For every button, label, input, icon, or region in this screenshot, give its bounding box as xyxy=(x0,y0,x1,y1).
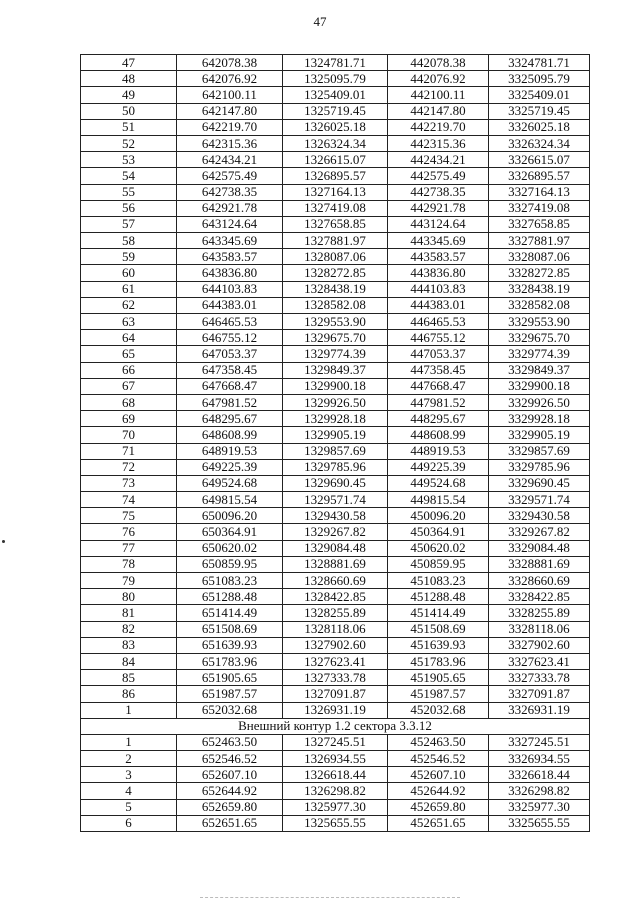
coordinates-table xyxy=(80,54,590,832)
table-row xyxy=(81,573,590,589)
point-number-cell: 82 xyxy=(81,621,177,637)
point-number-cell: 73 xyxy=(81,475,177,491)
x1-cell: 642315.36 xyxy=(177,135,283,151)
table-row xyxy=(81,119,590,135)
y1-cell: 1329905.19 xyxy=(283,427,388,443)
section-row xyxy=(81,815,590,831)
point-number-cell: 52 xyxy=(81,135,177,151)
table-row xyxy=(81,686,590,702)
x2-cell: 451414.49 xyxy=(388,605,489,621)
y2-cell: 3329553.90 xyxy=(489,314,590,330)
point-number-cell: 65 xyxy=(81,346,177,362)
table-row xyxy=(81,249,590,265)
x2-cell: 450096.20 xyxy=(388,508,489,524)
y2-cell: 3325095.79 xyxy=(489,71,590,87)
table-row xyxy=(81,589,590,605)
page-number: 47 xyxy=(313,14,327,29)
y2-cell: 3326324.34 xyxy=(489,135,590,151)
x1-cell: 649225.39 xyxy=(177,459,283,475)
x1-cell: 650096.20 xyxy=(177,508,283,524)
point-number-cell: 70 xyxy=(81,427,177,443)
y1-cell: 1327419.08 xyxy=(283,200,388,216)
point-number-cell: 84 xyxy=(81,653,177,669)
x2-cell: 452607.10 xyxy=(388,767,489,783)
x2-cell: 447053.37 xyxy=(388,346,489,362)
table-row xyxy=(81,394,590,410)
y1-cell: 1329267.82 xyxy=(283,524,388,540)
y2-cell: 3328255.89 xyxy=(489,605,590,621)
point-number-cell: 47 xyxy=(81,55,177,71)
point-number-cell: 83 xyxy=(81,637,177,653)
table-row xyxy=(81,265,590,281)
x2-cell: 442078.38 xyxy=(388,55,489,71)
x1-cell: 646465.53 xyxy=(177,314,283,330)
x1-cell: 651987.57 xyxy=(177,686,283,702)
y1-cell: 1327881.97 xyxy=(283,233,388,249)
x2-cell: 442219.70 xyxy=(388,119,489,135)
x2-cell: 448295.67 xyxy=(388,411,489,427)
y1-cell: 1326895.57 xyxy=(283,168,388,184)
y2-cell: 3326618.44 xyxy=(489,767,590,783)
point-number-cell: 61 xyxy=(81,281,177,297)
y1-cell: 1328255.89 xyxy=(283,605,388,621)
table-row xyxy=(81,135,590,151)
x1-cell: 652463.50 xyxy=(177,734,283,750)
table-row xyxy=(81,378,590,394)
section-header-row xyxy=(81,718,590,734)
y2-cell: 3328118.06 xyxy=(489,621,590,637)
y1-cell: 1324781.71 xyxy=(283,55,388,71)
table-row xyxy=(81,443,590,459)
x2-cell: 442315.36 xyxy=(388,135,489,151)
x1-cell: 650859.95 xyxy=(177,556,283,572)
x2-cell: 443345.69 xyxy=(388,233,489,249)
y1-cell: 1326025.18 xyxy=(283,119,388,135)
y2-cell: 3326615.07 xyxy=(489,152,590,168)
x2-cell: 449524.68 xyxy=(388,475,489,491)
x2-cell: 451905.65 xyxy=(388,670,489,686)
y1-cell: 1327245.51 xyxy=(283,734,388,750)
y2-cell: 3328881.69 xyxy=(489,556,590,572)
y1-cell: 1329928.18 xyxy=(283,411,388,427)
table-row xyxy=(81,168,590,184)
y2-cell: 3327333.78 xyxy=(489,670,590,686)
point-number-cell: 57 xyxy=(81,216,177,232)
point-number-cell: 72 xyxy=(81,459,177,475)
point-number-cell: 79 xyxy=(81,573,177,589)
point-number-cell: 4 xyxy=(81,783,177,799)
point-number-cell: 75 xyxy=(81,508,177,524)
y2-cell: 3329267.82 xyxy=(489,524,590,540)
table-row xyxy=(81,314,590,330)
y2-cell: 3328422.85 xyxy=(489,589,590,605)
table-row xyxy=(81,297,590,313)
table-row xyxy=(81,200,590,216)
point-number-cell: 58 xyxy=(81,233,177,249)
y1-cell: 1325655.55 xyxy=(283,815,388,831)
y1-cell: 1328881.69 xyxy=(283,556,388,572)
y2-cell: 3326934.55 xyxy=(489,751,590,767)
y2-cell: 3328582.08 xyxy=(489,297,590,313)
x2-cell: 449815.54 xyxy=(388,492,489,508)
table-row xyxy=(81,184,590,200)
y1-cell: 1328582.08 xyxy=(283,297,388,313)
x1-cell: 652659.80 xyxy=(177,799,283,815)
x2-cell: 446755.12 xyxy=(388,330,489,346)
x1-cell: 651508.69 xyxy=(177,621,283,637)
y2-cell: 3329774.39 xyxy=(489,346,590,362)
x2-cell: 451783.96 xyxy=(388,653,489,669)
y2-cell: 3329675.70 xyxy=(489,330,590,346)
x1-cell: 648608.99 xyxy=(177,427,283,443)
table-row xyxy=(81,459,590,475)
table-row xyxy=(81,330,590,346)
point-number-cell: 76 xyxy=(81,524,177,540)
x1-cell: 644383.01 xyxy=(177,297,283,313)
x2-cell: 448919.53 xyxy=(388,443,489,459)
y2-cell: 3328438.19 xyxy=(489,281,590,297)
section-title: Внешний контур 1.2 сектора 3.3.12 xyxy=(81,718,590,734)
table-row xyxy=(81,346,590,362)
x2-cell: 452463.50 xyxy=(388,734,489,750)
section-row xyxy=(81,783,590,799)
x2-cell: 452659.80 xyxy=(388,799,489,815)
x2-cell: 451508.69 xyxy=(388,621,489,637)
y1-cell: 1329785.96 xyxy=(283,459,388,475)
point-number-cell: 50 xyxy=(81,103,177,119)
section-row xyxy=(81,799,590,815)
x2-cell: 451987.57 xyxy=(388,686,489,702)
y2-cell: 3327091.87 xyxy=(489,686,590,702)
x1-cell: 642147.80 xyxy=(177,103,283,119)
section-row xyxy=(81,767,590,783)
point-number-cell: 48 xyxy=(81,71,177,87)
y1-cell: 1329857.69 xyxy=(283,443,388,459)
y1-cell: 1328660.69 xyxy=(283,573,388,589)
x2-cell: 442100.11 xyxy=(388,87,489,103)
x1-cell: 642921.78 xyxy=(177,200,283,216)
table-row xyxy=(81,71,590,87)
y2-cell: 3329084.48 xyxy=(489,540,590,556)
x1-cell: 652607.10 xyxy=(177,767,283,783)
point-number-cell: 71 xyxy=(81,443,177,459)
y2-cell: 3329690.45 xyxy=(489,475,590,491)
x2-cell: 452651.65 xyxy=(388,815,489,831)
y1-cell: 1325977.30 xyxy=(283,799,388,815)
x2-cell: 452546.52 xyxy=(388,751,489,767)
y1-cell: 1326298.82 xyxy=(283,783,388,799)
x1-cell: 642078.38 xyxy=(177,55,283,71)
y2-cell: 3327881.97 xyxy=(489,233,590,249)
x1-cell: 642738.35 xyxy=(177,184,283,200)
y1-cell: 1329900.18 xyxy=(283,378,388,394)
y2-cell: 3326931.19 xyxy=(489,702,590,718)
y1-cell: 1328438.19 xyxy=(283,281,388,297)
x1-cell: 642219.70 xyxy=(177,119,283,135)
point-number-cell: 59 xyxy=(81,249,177,265)
x1-cell: 643583.57 xyxy=(177,249,283,265)
y2-cell: 3329849.37 xyxy=(489,362,590,378)
point-number-cell: 51 xyxy=(81,119,177,135)
x2-cell: 447668.47 xyxy=(388,378,489,394)
y1-cell: 1326618.44 xyxy=(283,767,388,783)
table-row xyxy=(81,540,590,556)
point-number-cell: 86 xyxy=(81,686,177,702)
point-number-cell: 69 xyxy=(81,411,177,427)
x1-cell: 652644.92 xyxy=(177,783,283,799)
x1-cell: 652651.65 xyxy=(177,815,283,831)
y2-cell: 3327245.51 xyxy=(489,734,590,750)
table-row xyxy=(81,621,590,637)
point-number-cell: 74 xyxy=(81,492,177,508)
table-row xyxy=(81,637,590,653)
point-number-cell: 66 xyxy=(81,362,177,378)
table-row xyxy=(81,87,590,103)
x1-cell: 643124.64 xyxy=(177,216,283,232)
table-row xyxy=(81,216,590,232)
table-row xyxy=(81,670,590,686)
x1-cell: 652546.52 xyxy=(177,751,283,767)
y2-cell: 3325655.55 xyxy=(489,815,590,831)
y2-cell: 3327164.13 xyxy=(489,184,590,200)
x1-cell: 647053.37 xyxy=(177,346,283,362)
y2-cell: 3326895.57 xyxy=(489,168,590,184)
x1-cell: 647981.52 xyxy=(177,394,283,410)
y2-cell: 3329857.69 xyxy=(489,443,590,459)
point-number-cell: 67 xyxy=(81,378,177,394)
table-row xyxy=(81,556,590,572)
point-number-cell: 2 xyxy=(81,751,177,767)
table-row xyxy=(81,492,590,508)
x2-cell: 451639.93 xyxy=(388,637,489,653)
y1-cell: 1325719.45 xyxy=(283,103,388,119)
y1-cell: 1327902.60 xyxy=(283,637,388,653)
x2-cell: 449225.39 xyxy=(388,459,489,475)
x2-cell: 451288.48 xyxy=(388,589,489,605)
y2-cell: 3328660.69 xyxy=(489,573,590,589)
point-number-cell: 77 xyxy=(81,540,177,556)
y1-cell: 1329774.39 xyxy=(283,346,388,362)
y2-cell: 3327902.60 xyxy=(489,637,590,653)
x1-cell: 651639.93 xyxy=(177,637,283,653)
y1-cell: 1326615.07 xyxy=(283,152,388,168)
table-row xyxy=(81,702,590,718)
x1-cell: 648919.53 xyxy=(177,443,283,459)
y2-cell: 3327658.85 xyxy=(489,216,590,232)
table-row xyxy=(81,152,590,168)
y1-cell: 1327333.78 xyxy=(283,670,388,686)
x2-cell: 447981.52 xyxy=(388,394,489,410)
table-row xyxy=(81,427,590,443)
y2-cell: 3329926.50 xyxy=(489,394,590,410)
y2-cell: 3326025.18 xyxy=(489,119,590,135)
table-row xyxy=(81,508,590,524)
y1-cell: 1329675.70 xyxy=(283,330,388,346)
x2-cell: 448608.99 xyxy=(388,427,489,443)
x1-cell: 642100.11 xyxy=(177,87,283,103)
x2-cell: 442738.35 xyxy=(388,184,489,200)
y1-cell: 1325409.01 xyxy=(283,87,388,103)
table-row xyxy=(81,524,590,540)
x1-cell: 642076.92 xyxy=(177,71,283,87)
x1-cell: 650620.02 xyxy=(177,540,283,556)
y1-cell: 1328422.85 xyxy=(283,589,388,605)
y2-cell: 3325977.30 xyxy=(489,799,590,815)
margin-mark xyxy=(2,540,5,543)
table-row xyxy=(81,281,590,297)
y1-cell: 1329690.45 xyxy=(283,475,388,491)
y1-cell: 1327623.41 xyxy=(283,653,388,669)
x1-cell: 651414.49 xyxy=(177,605,283,621)
x1-cell: 649815.54 xyxy=(177,492,283,508)
y2-cell: 3325409.01 xyxy=(489,87,590,103)
y2-cell: 3329571.74 xyxy=(489,492,590,508)
point-number-cell: 53 xyxy=(81,152,177,168)
y1-cell: 1326324.34 xyxy=(283,135,388,151)
x2-cell: 444103.83 xyxy=(388,281,489,297)
x2-cell: 447358.45 xyxy=(388,362,489,378)
y2-cell: 3327419.08 xyxy=(489,200,590,216)
y1-cell: 1327658.85 xyxy=(283,216,388,232)
point-number-cell: 85 xyxy=(81,670,177,686)
point-number-cell: 68 xyxy=(81,394,177,410)
y1-cell: 1329926.50 xyxy=(283,394,388,410)
point-number-cell: 78 xyxy=(81,556,177,572)
table-row xyxy=(81,55,590,71)
point-number-cell: 5 xyxy=(81,799,177,815)
point-number-cell: 1 xyxy=(81,734,177,750)
y2-cell: 3324781.71 xyxy=(489,55,590,71)
x2-cell: 442921.78 xyxy=(388,200,489,216)
point-number-cell: 81 xyxy=(81,605,177,621)
y1-cell: 1328272.85 xyxy=(283,265,388,281)
x2-cell: 442434.21 xyxy=(388,152,489,168)
section-row xyxy=(81,751,590,767)
x2-cell: 452644.92 xyxy=(388,783,489,799)
x1-cell: 647358.45 xyxy=(177,362,283,378)
x1-cell: 648295.67 xyxy=(177,411,283,427)
section-row xyxy=(81,734,590,750)
x2-cell: 452032.68 xyxy=(388,702,489,718)
x2-cell: 450364.91 xyxy=(388,524,489,540)
x2-cell: 450620.02 xyxy=(388,540,489,556)
x2-cell: 442076.92 xyxy=(388,71,489,87)
y2-cell: 3329430.58 xyxy=(489,508,590,524)
x2-cell: 451083.23 xyxy=(388,573,489,589)
x2-cell: 443124.64 xyxy=(388,216,489,232)
y1-cell: 1329084.48 xyxy=(283,540,388,556)
y1-cell: 1325095.79 xyxy=(283,71,388,87)
x1-cell: 651783.96 xyxy=(177,653,283,669)
y2-cell: 3328272.85 xyxy=(489,265,590,281)
y2-cell: 3329928.18 xyxy=(489,411,590,427)
x1-cell: 644103.83 xyxy=(177,281,283,297)
x2-cell: 446465.53 xyxy=(388,314,489,330)
x1-cell: 643345.69 xyxy=(177,233,283,249)
y2-cell: 3328087.06 xyxy=(489,249,590,265)
scan-artifact-line xyxy=(200,897,460,898)
table-row xyxy=(81,475,590,491)
point-number-cell: 49 xyxy=(81,87,177,103)
y1-cell: 1329430.58 xyxy=(283,508,388,524)
table-row xyxy=(81,411,590,427)
x2-cell: 443836.80 xyxy=(388,265,489,281)
x1-cell: 647668.47 xyxy=(177,378,283,394)
table-row xyxy=(81,362,590,378)
x1-cell: 643836.80 xyxy=(177,265,283,281)
y2-cell: 3329905.19 xyxy=(489,427,590,443)
table-row xyxy=(81,653,590,669)
x1-cell: 650364.91 xyxy=(177,524,283,540)
coordinates-table-body xyxy=(81,55,590,832)
point-number-cell: 1 xyxy=(81,702,177,718)
point-number-cell: 64 xyxy=(81,330,177,346)
table-row xyxy=(81,103,590,119)
y1-cell: 1329571.74 xyxy=(283,492,388,508)
y1-cell: 1327091.87 xyxy=(283,686,388,702)
point-number-cell: 60 xyxy=(81,265,177,281)
y1-cell: 1329553.90 xyxy=(283,314,388,330)
x1-cell: 651083.23 xyxy=(177,573,283,589)
x1-cell: 651288.48 xyxy=(177,589,283,605)
y1-cell: 1328087.06 xyxy=(283,249,388,265)
x2-cell: 450859.95 xyxy=(388,556,489,572)
y2-cell: 3329785.96 xyxy=(489,459,590,475)
y1-cell: 1328118.06 xyxy=(283,621,388,637)
point-number-cell: 62 xyxy=(81,297,177,313)
y1-cell: 1327164.13 xyxy=(283,184,388,200)
point-number-cell: 3 xyxy=(81,767,177,783)
x2-cell: 443583.57 xyxy=(388,249,489,265)
y1-cell: 1326934.55 xyxy=(283,751,388,767)
point-number-cell: 6 xyxy=(81,815,177,831)
table-row xyxy=(81,233,590,249)
point-number-cell: 63 xyxy=(81,314,177,330)
point-number-cell: 54 xyxy=(81,168,177,184)
x2-cell: 442575.49 xyxy=(388,168,489,184)
x1-cell: 642575.49 xyxy=(177,168,283,184)
point-number-cell: 55 xyxy=(81,184,177,200)
y2-cell: 3329900.18 xyxy=(489,378,590,394)
x1-cell: 649524.68 xyxy=(177,475,283,491)
y1-cell: 1326931.19 xyxy=(283,702,388,718)
y2-cell: 3325719.45 xyxy=(489,103,590,119)
x2-cell: 444383.01 xyxy=(388,297,489,313)
x1-cell: 651905.65 xyxy=(177,670,283,686)
y2-cell: 3327623.41 xyxy=(489,653,590,669)
y1-cell: 1329849.37 xyxy=(283,362,388,378)
y2-cell: 3326298.82 xyxy=(489,783,590,799)
x2-cell: 442147.80 xyxy=(388,103,489,119)
table-row xyxy=(81,605,590,621)
point-number-cell: 80 xyxy=(81,589,177,605)
x1-cell: 642434.21 xyxy=(177,152,283,168)
x1-cell: 646755.12 xyxy=(177,330,283,346)
point-number-cell: 56 xyxy=(81,200,177,216)
x1-cell: 652032.68 xyxy=(177,702,283,718)
